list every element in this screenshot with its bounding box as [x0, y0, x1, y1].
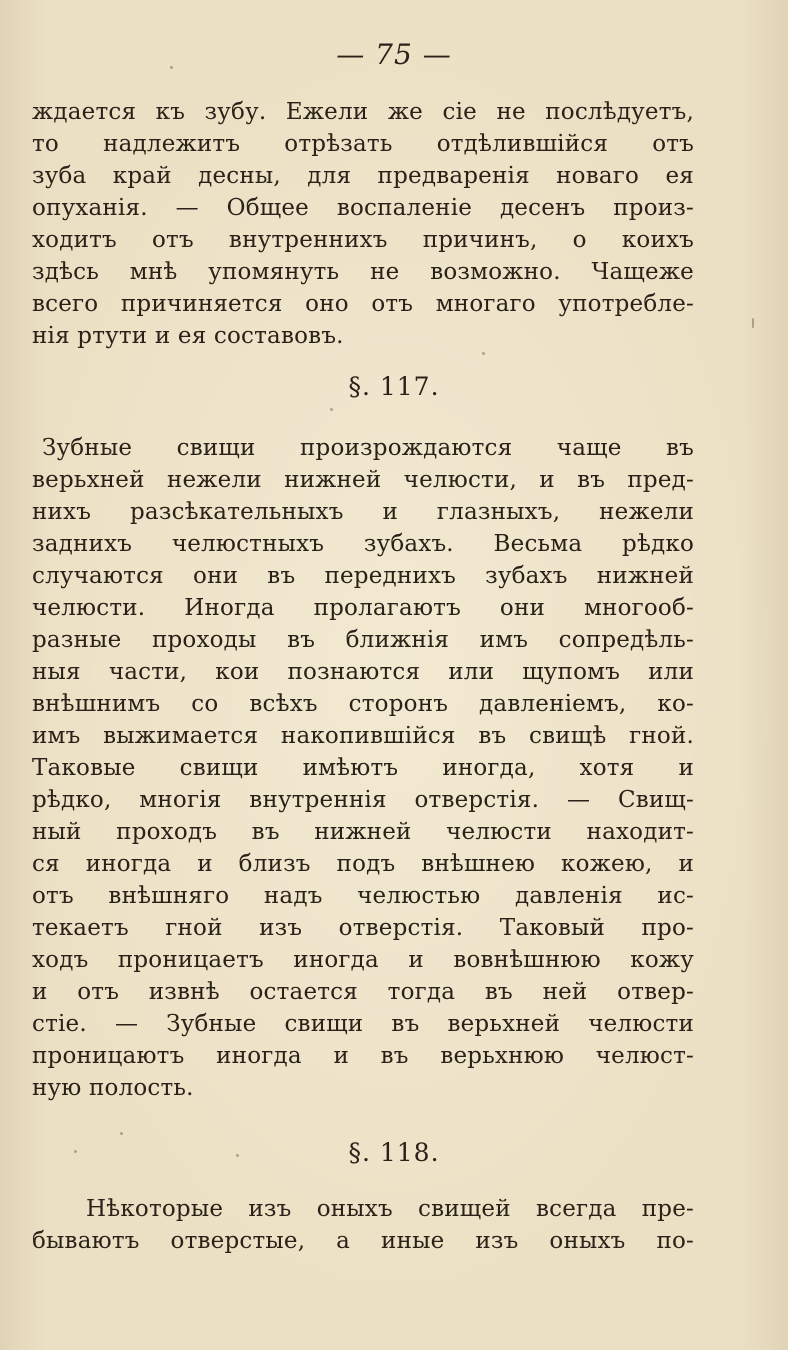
text-line: разные проходы въ ближнія имъ сопредѣль- — [32, 627, 694, 653]
text-line: текаетъ гной изъ отверстія. Таковый про- — [32, 915, 694, 941]
text-line: ныя части, кои познаются или щупомъ или — [32, 659, 694, 685]
print-speck — [330, 408, 333, 411]
text-line: опуханія. — Общее воспаленіе десенъ произ- — [32, 195, 694, 221]
print-speck — [482, 352, 485, 355]
text-line: здѣсь мнѣ упомянуть не возможно. Чащеже — [32, 259, 694, 285]
print-speck — [236, 1154, 239, 1157]
paragraph-2 — [32, 432, 694, 1104]
section-heading-117: §. 117. — [348, 372, 440, 401]
print-speck — [74, 1150, 77, 1153]
text-line: Зубные свищи произрождаются чаще въ — [42, 435, 694, 461]
text-line: ный проходъ въ нижней челюсти находит- — [32, 819, 694, 845]
text-line: проницаютъ иногда и въ верьхнюю челюст- — [32, 1043, 694, 1069]
text-line: ходъ проницаетъ иногда и вовнѣшнюю кожу — [32, 947, 694, 973]
text-line: и отъ извнѣ остается тогда въ ней отвер- — [32, 979, 694, 1005]
text-line: рѣдко, многія внутреннія отверстія. — Свищ- — [32, 787, 694, 813]
text-line: стіе. — Зубные свищи въ верьхней челюсти — [32, 1011, 694, 1037]
print-speck — [120, 1132, 123, 1135]
paragraph-3 — [32, 1193, 694, 1257]
text-line: то надлежитъ отрѣзать отдѣлившійся отъ — [32, 131, 694, 157]
section-heading-118: §. 118. — [348, 1138, 440, 1167]
text-line: нихъ разсѣкательныхъ и глазныхъ, нежели — [32, 499, 694, 525]
print-speck — [170, 66, 173, 69]
text-line: ходитъ отъ внутреннихъ причинъ, о коихъ — [32, 227, 694, 253]
text-line: заднихъ челюстныхъ зубахъ. Весьма рѣдко — [32, 531, 694, 557]
text-line: челюсти. Иногда пролагаютъ они многооб- — [32, 595, 694, 621]
text-line: ждается къ зубу. Ежели же сіе не послѣдуетъ, — [32, 99, 694, 125]
text-line: внѣшнимъ со всѣхъ сторонъ давленіемъ, ко- — [32, 691, 694, 717]
text-line: нія ртути и ея составовъ. — [32, 323, 344, 349]
text-line: имъ выжимается накопившійся въ свищѣ гной. — [32, 723, 694, 749]
text-line: ся иногда и близъ подъ внѣшнею кожею, и — [32, 851, 694, 877]
text-line: ную полость. — [32, 1075, 194, 1101]
paragraph-1 — [32, 96, 694, 352]
text-line: Таковые свищи имѣютъ иногда, хотя и — [32, 755, 694, 781]
text-line: бываютъ отверстые, а иные изъ оныхъ по- — [32, 1228, 694, 1254]
page-number: — 75 — — [336, 38, 452, 71]
print-speck — [752, 318, 754, 328]
text-line: всего причиняется оно отъ многаго употребле- — [32, 291, 694, 317]
text-line: случаются они въ переднихъ зубахъ нижней — [32, 563, 694, 589]
text-line: отъ внѣшняго надъ челюстью давленія ис- — [32, 883, 694, 909]
text-line: Нѣкоторые изъ оныхъ свищей всегда пре- — [86, 1196, 694, 1222]
text-line: верьхней нежели нижней челюсти, и въ пред- — [32, 467, 694, 493]
text-line: зуба край десны, для предваренія новаго ея — [32, 163, 694, 189]
